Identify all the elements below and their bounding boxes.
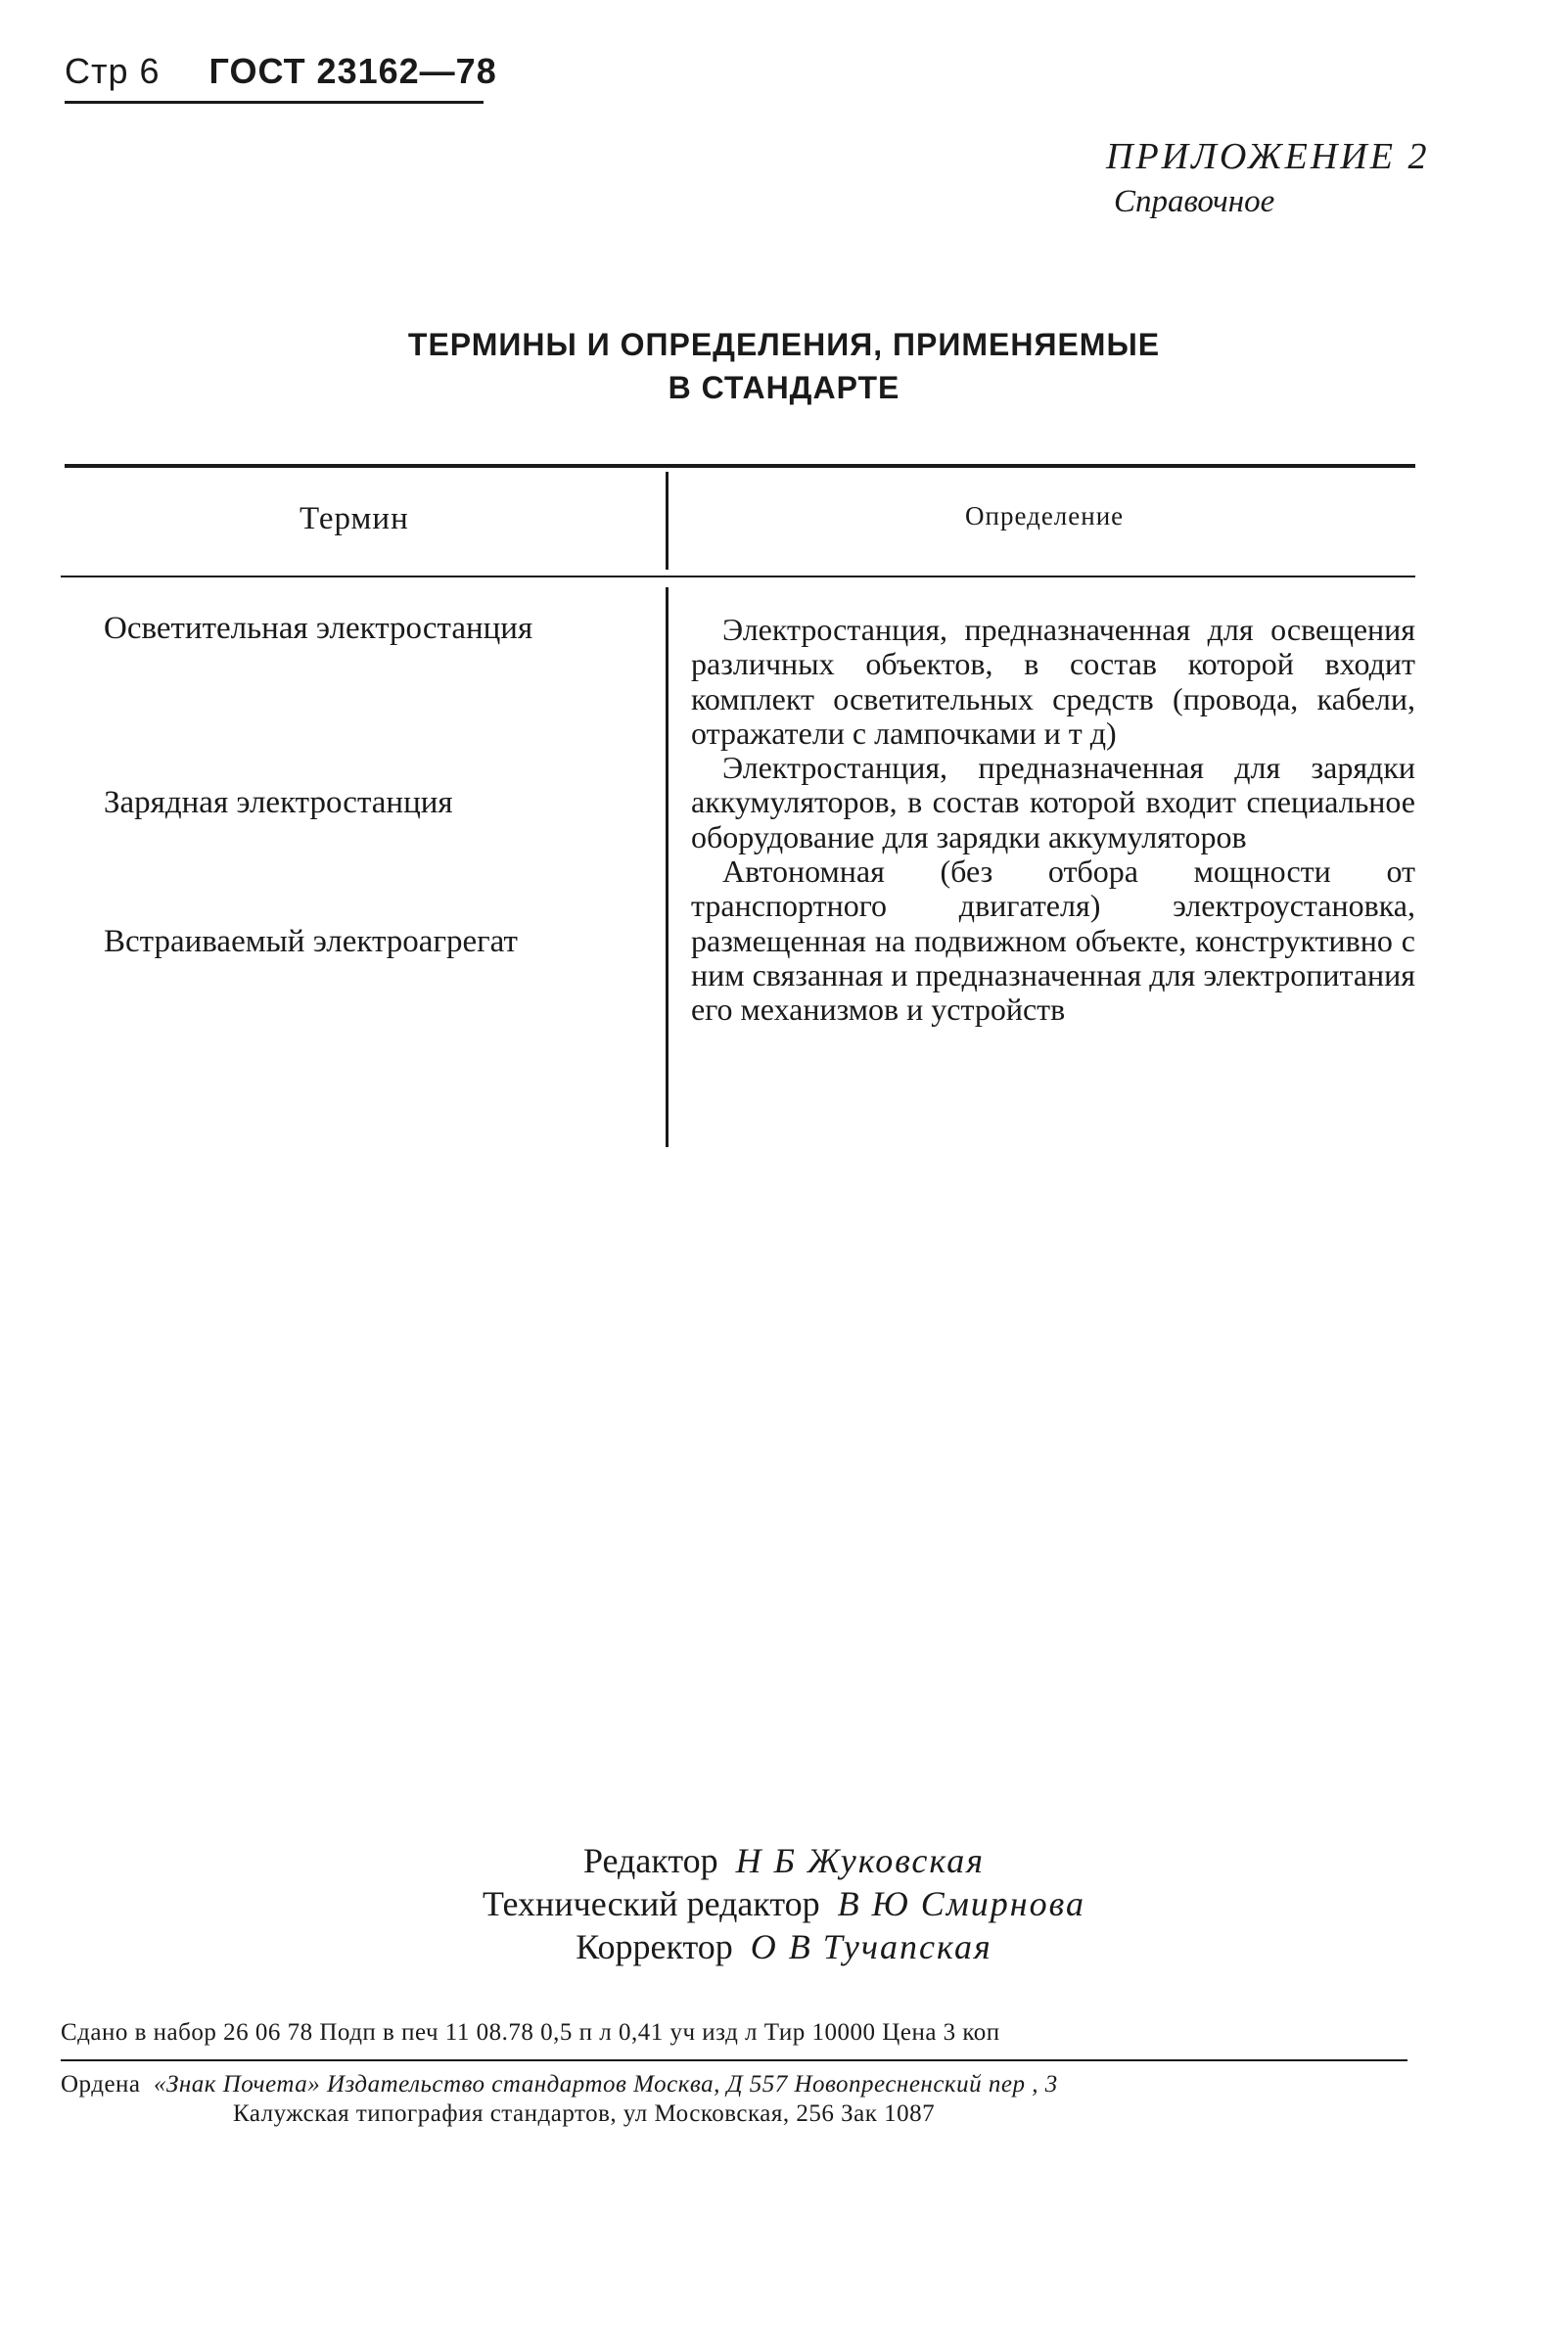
table-top-rule [65, 464, 1415, 468]
editor-credit: Редактор Н Б Жуковская [582, 1841, 986, 1880]
table-row-definition: Электростанция, предназначенная для зарядки аккумуляторов, в состав которой входит специальное оборудование для зарядки аккумуляторов [691, 750, 1415, 854]
appendix-label: ПРИЛОЖЕНИЕ 2 [1106, 136, 1430, 177]
proofreader-credit: Корректор О В Тучапская [576, 1927, 992, 1966]
table-body-divider [666, 587, 669, 1147]
table-row-term: Зарядная электростанция [104, 785, 453, 820]
publisher-line [61, 2071, 1058, 2098]
document-title-line1: ТЕРМИНЫ И ОПРЕДЕЛЕНИЯ, ПРИМЕНЯЕМЫЕ [407, 327, 1161, 362]
table-header-divider [666, 472, 669, 570]
tech-editor-credit: Технический редактор В Ю Смирнова [482, 1884, 1086, 1923]
definitions-column [691, 613, 1415, 1028]
publisher-name: «Знак Почета» Издательство стандартов Москва, Д 557 Новопресненский пер , 3 [154, 2071, 1058, 2098]
printer-line: Калужская типография стандартов, ул Московская, 256 Зак 1087 [233, 2100, 936, 2127]
column-header-definition: Определение [965, 501, 1125, 530]
appendix-type: Справочное [1114, 184, 1275, 219]
header-rule [65, 101, 484, 104]
standard-designation: ГОСТ 23162—78 [208, 51, 497, 91]
document-title-line2: В СТАНДАРТЕ [668, 370, 900, 405]
table-row-definition: Электростанция, предназначенная для освещения различных объектов, в состав которой входит комплект осветительных средств (провода, кабели, отражатели с лампочками и т д) [691, 612, 1415, 751]
table-header-rule [61, 576, 1415, 577]
column-header-term: Термин [300, 501, 409, 536]
table-row-term: Встраиваемый электроагрегат [104, 924, 518, 959]
order-label: Ордена [61, 2071, 141, 2098]
table-row-definition: Автономная (без отбора мощности от транспортного двигателя) электроустановка, размещенная на подвижном объекте, конструктивно с ним связанная и предназначенная для электропитания его механизмов и устройств [691, 853, 1415, 1028]
imprint-rule [61, 2059, 1407, 2061]
page-number: Стр 6 [65, 51, 161, 91]
print-imprint: Сдано в набор 26 06 78 Подп в печ 11 08.78 0,5 п л 0,41 уч изд л Тир 10000 Цена 3 коп [61, 2019, 1000, 2046]
table-row-term: Осветительная электростанция [104, 611, 533, 646]
